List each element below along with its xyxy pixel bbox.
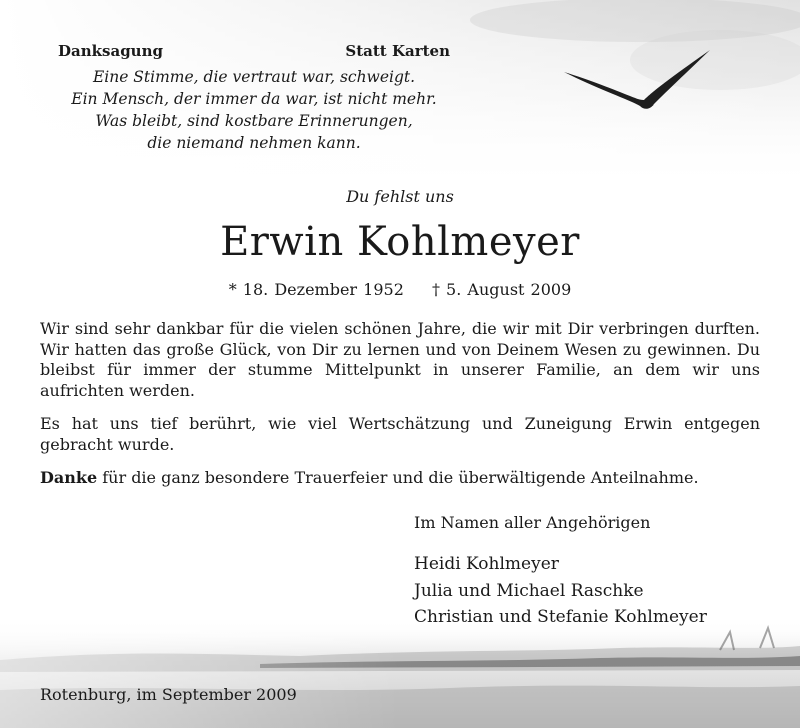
poem-line: Eine Stimme, die vertraut war, schweigt. (92, 68, 416, 86)
message-body (40, 319, 760, 502)
paragraph-appreciation: Es hat uns tief berührt, wie viel Wertschätzung und Zuneigung Erwin entgegen gebracht wurde. (40, 414, 760, 454)
birth-date: * 18. Dezember 1952 (228, 280, 404, 299)
heading-danksagung: Danksagung (58, 42, 163, 60)
deceased-name: Erwin Kohlmeyer (220, 219, 580, 265)
poem-line: die niemand nehmen kann. (147, 134, 361, 152)
thanks-emphasis: Danke (40, 468, 98, 487)
paragraph-thanks (40, 468, 760, 489)
poem-line: Ein Mensch, der immer da war, ist nicht mehr. (71, 90, 437, 108)
heading-statt-karten: Statt Karten (345, 42, 450, 60)
header-block (58, 42, 450, 154)
header-row (58, 42, 450, 60)
paragraph-gratitude: Wir sind sehr dankbar für die vielen schönen Jahre, die wir mit Dir verbringen durften. Wir hatten das große Glück, von Dir zu lernen und von Deinem Wesen zu gewinnen. Du bleibst für immer der stumme Mittelpunkt in unserer Familie, an dem wir uns aufrichten werden. (40, 319, 760, 400)
signer-name: Julia und Michael Raschke (414, 580, 644, 601)
flying-bird-icon (560, 44, 720, 116)
poem-line: Was bleibt, sind kostbare Erinnerungen, (95, 112, 413, 130)
closing-line: Im Namen aller Angehörigen (414, 513, 651, 532)
thanks-text: für die ganz besondere Trauerfeier und die überwältigende Anteilnahme. (97, 468, 699, 487)
signers-list (414, 551, 707, 631)
place-and-date: Rotenburg, im September 2009 (40, 685, 297, 704)
poem (58, 66, 450, 154)
signer-name: Christian und Stefanie Kohlmeyer (414, 607, 707, 627)
signer-name: Heidi Kohlmeyer (414, 554, 559, 574)
misty-landscape-background-icon (0, 620, 800, 728)
death-date: † 5. August 2009 (431, 280, 572, 299)
intro-line: Du fehlst uns (346, 187, 454, 206)
life-dates (0, 280, 800, 299)
